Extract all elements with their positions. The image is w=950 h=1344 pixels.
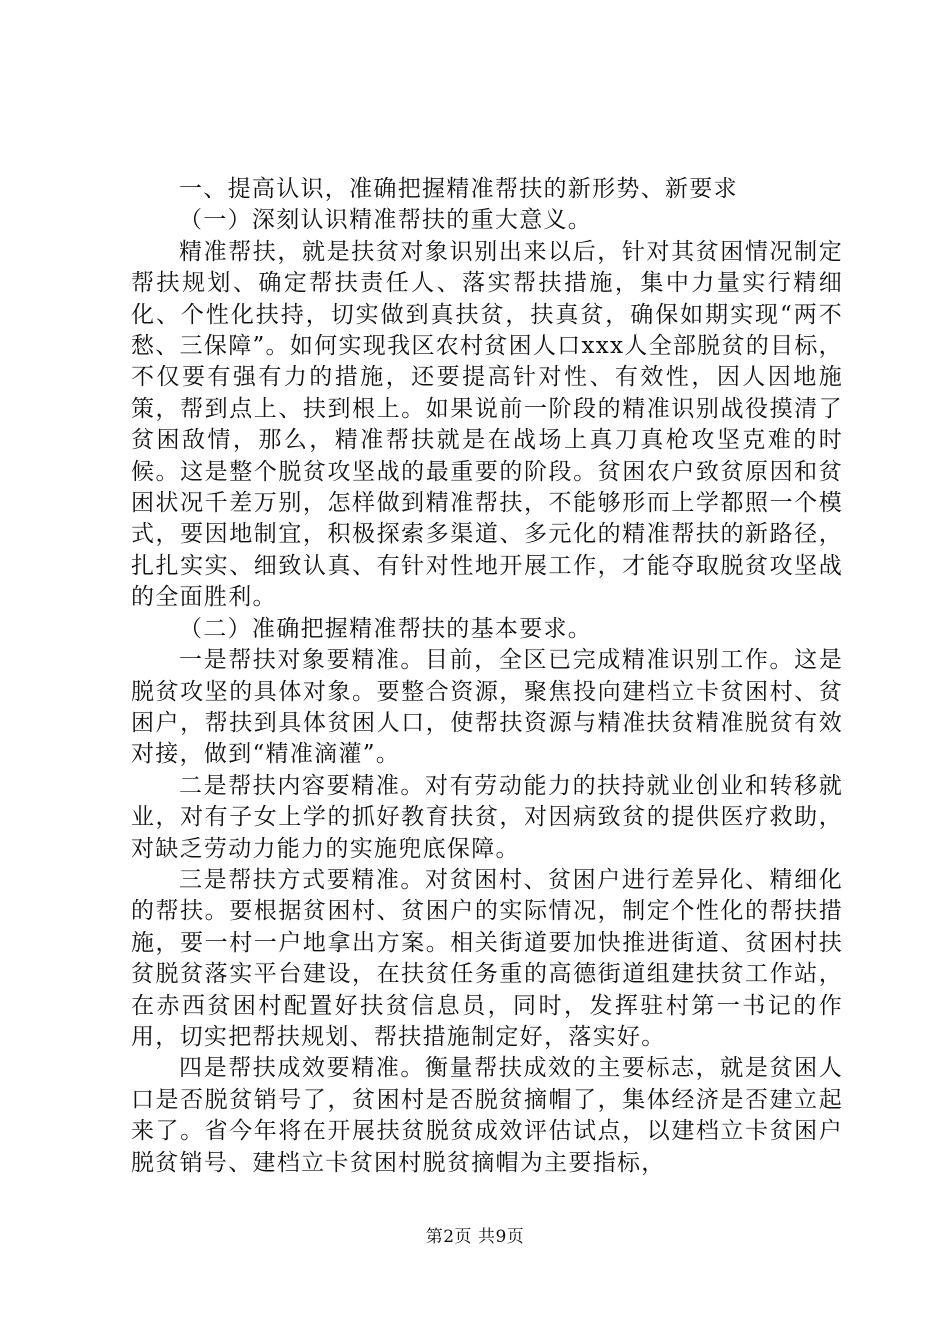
paragraph: 四是帮扶成效要精准。衡量帮扶成效的主要标志，就是贫困人口是否脱贫销号了，贫困村是否脱贫摘帽了，集体经济是否建立起来了。省今年将在开展扶贫脱贫成效评估试点，以建档立卡贫困户脱贫销号、建档立卡贫困村脱贫摘帽为主要指标，: [131, 1055, 843, 1176]
paragraph: 三是帮扶方式要精准。对贫困村、贫困户进行差异化、精细化的帮扶。要根据贫困村、贫困户的实际情况，制定个性化的帮扶措施，要一村一户地拿出方案。相关街道要加快推进街道、贫困村扶贫脱贫落实平台建设，在扶贫任务重的高德街道组建扶贫工作站，在赤西贫困村配置好扶贫信息员，同时，发挥驻村第一书记的作用，切实把帮扶规划、帮扶措施制定好，落实好。: [131, 866, 843, 1050]
paragraph: 一是帮扶对象要精准。目前，全区已完成精准识别工作。这是脱贫攻坚的具体对象。要整合资源，聚焦投向建档立卡贫困村、贫困户，帮扶到具体贫困人口，使帮扶资源与精准扶贫精准脱贫有效对接，做到“精准滴灌”。: [131, 647, 843, 768]
paragraph: 精准帮扶，就是扶贫对象识别出来以后，针对其贫困情况制定帮扶规划、确定帮扶责任人、落实帮扶措施，集中力量实行精细化、个性化扶持，切实做到真扶贫，扶真贫，确保如期实现“两不愁、三保障”。如何实现我区农村贫困人口xxx人全部脱贫的目标，不仅要有强有力的措施，还要提高针对性、有效性，因人因地施策，帮到点上、扶到根上。如果说前一阶段的精准识别战役摸清了贫困敌情，那么，精准帮扶就是在战场上真刀真枪攻坚克难的时候。这是整个脱贫攻坚战的最重要的阶段。贫困农户致贫原因和贫困状况千差万别，怎样做到精准帮扶，不能够形而上学都照一个模式，要因地制宜，积极探索多渠道、多元化的精准帮扶的新路径，扎扎实实、细致认真、有针对性地开展工作，才能夺取脱贫攻坚战的全面胜利。: [131, 238, 843, 611]
document-body: [131, 174, 843, 1179]
subsection-heading: （一）深刻认识精准帮扶的重大意义。: [179, 207, 593, 234]
paragraph: 二是帮扶内容要精准。对有劳动能力的扶持就业创业和转移就业，对有子女上学的抓好教育扶贫，对因病致贫的提供医疗救助，对缺乏劳动力能力的实施兜底保障。: [131, 772, 843, 862]
section-heading: 一、提高认识，准确把握精准帮扶的新形势、新要求: [179, 176, 738, 202]
page-number-footer: 第2页 共9页: [425, 1227, 525, 1247]
subsection-heading: （二）准确把握精准帮扶的基本要求。: [179, 615, 593, 642]
